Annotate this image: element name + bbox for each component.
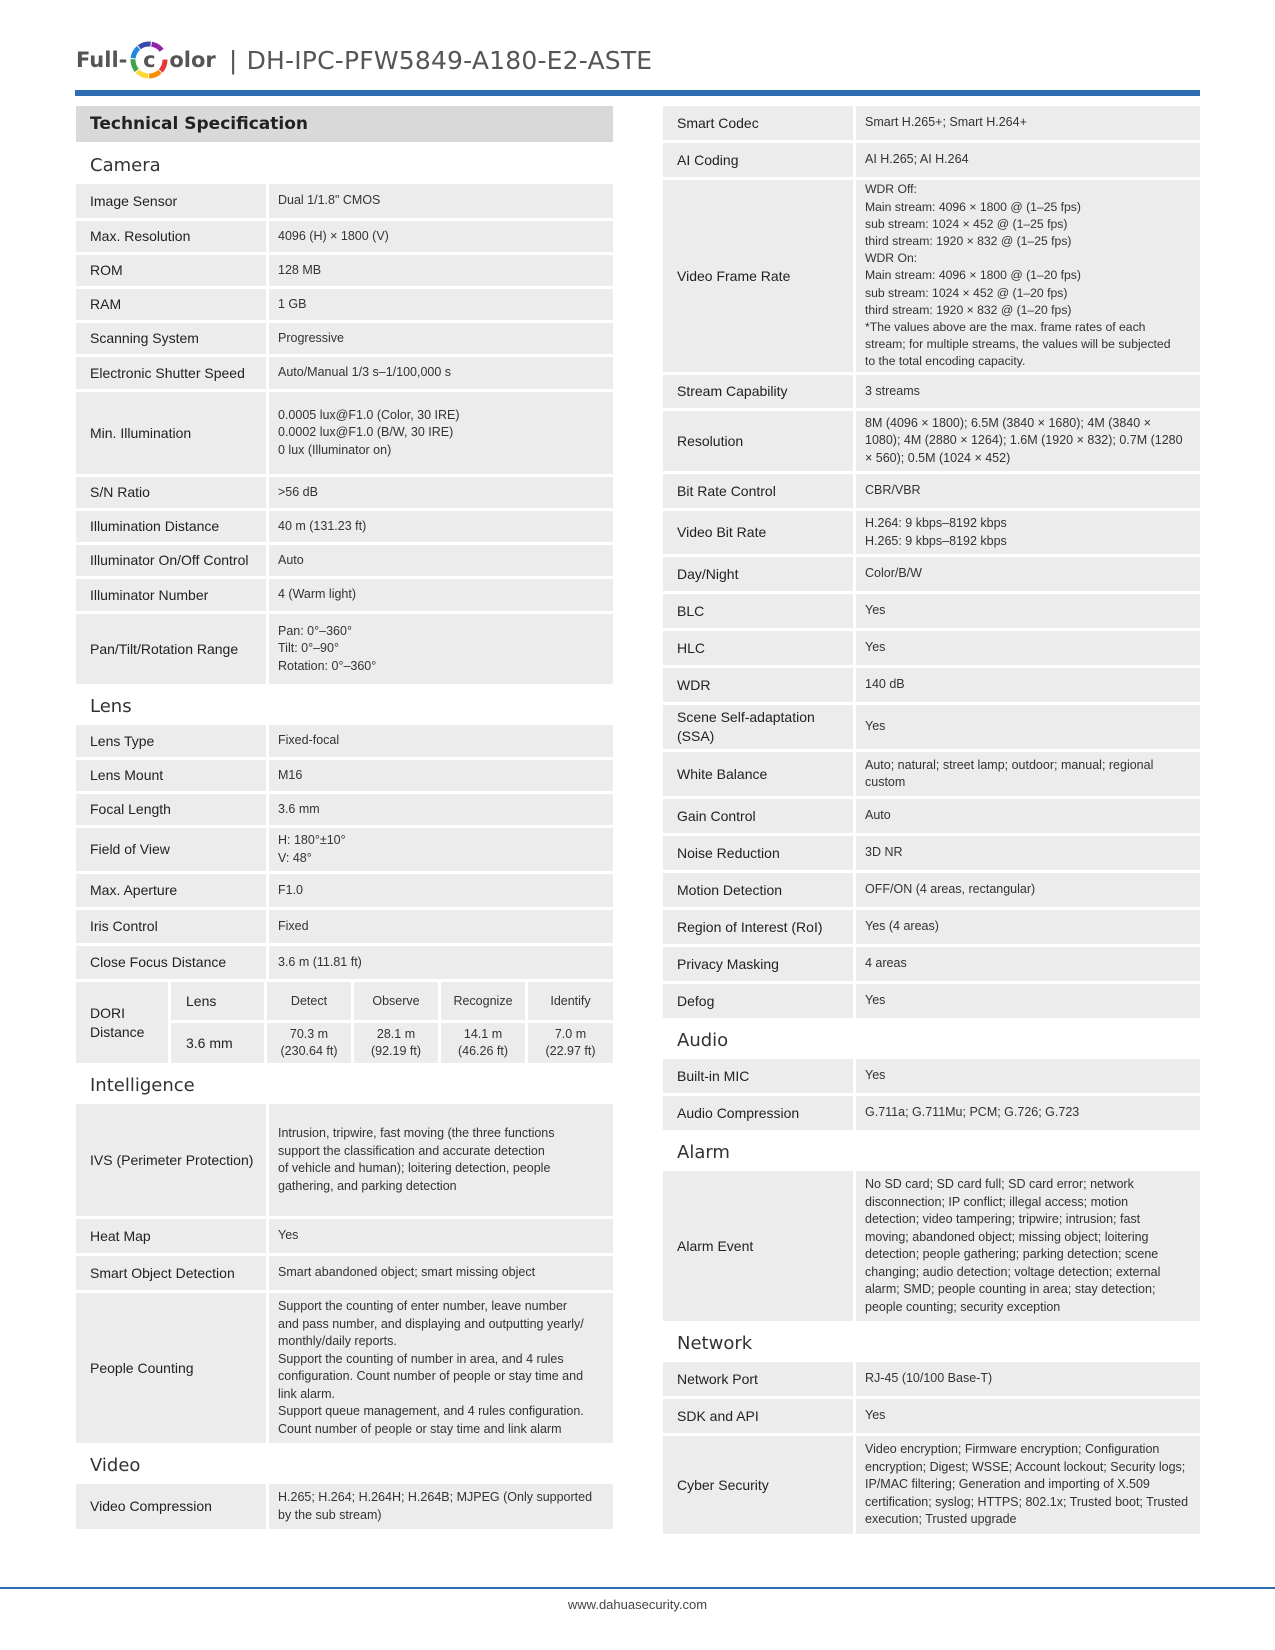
section-intelligence: Intelligence [90,1074,195,1096]
spec-key: Video Bit Rate [663,511,853,554]
spec-row [663,594,1200,628]
spec-key: Illuminator Number [76,579,266,611]
spec-key: Bit Rate Control [663,474,853,508]
spec-key: Lens Type [76,725,266,757]
spec-value: Yes [856,984,1200,1018]
lens-table [76,725,613,1063]
spec-key: Close Focus Distance [76,946,266,979]
dori-grid [171,982,613,1063]
spec-key: Focal Length [76,794,266,825]
spec-key: Video Compression [76,1484,266,1529]
footer-website-link[interactable]: www.dahuasecurity.com [567,1597,708,1612]
spec-value: H.264: 9 kbps–8192 kbps H.265: 9 kbps–8192 kbps [856,511,1200,554]
color-wheel-icon [129,40,169,80]
spec-row [663,143,1200,177]
spec-row [76,760,613,791]
network-table [663,1362,1200,1534]
spec-row [663,1436,1200,1534]
spec-value: Fixed [269,910,613,943]
dori-header-identify: Identify [528,982,613,1020]
section-audio: Audio [677,1029,729,1051]
spec-value: 140 dB [856,668,1200,702]
spec-row [76,477,613,508]
dori-identify-value: 7.0 m (22.97 ft) [528,1023,613,1063]
spec-value: Yes (4 areas) [856,910,1200,944]
spec-row [76,221,613,252]
video-table-left [76,1484,613,1529]
spec-value: Yes [856,1399,1200,1433]
spec-value: 1 GB [269,289,613,320]
spec-row [663,1059,1200,1093]
spec-key: Smart Codec [663,106,853,140]
spec-row [663,106,1200,140]
spec-key: HLC [663,631,853,665]
spec-row [76,794,613,825]
section-alarm: Alarm [677,1141,730,1163]
logo-text-right: olor [169,48,216,72]
spec-row [76,511,613,542]
spec-row [76,1293,613,1443]
spec-value: CBR/VBR [856,474,1200,508]
header-separator: | [229,44,237,75]
spec-key: RAM [76,289,266,320]
spec-row [663,984,1200,1018]
spec-key: Lens Mount [76,760,266,791]
spec-key: Day/Night [663,557,853,591]
spec-row [663,180,1200,372]
spec-row [663,375,1200,408]
intelligence-table [76,1104,613,1443]
dori-detect-value: 70.3 m (230.64 ft) [267,1023,351,1063]
dori-header-recognize: Recognize [441,982,525,1020]
spec-row [663,1096,1200,1130]
spec-row [76,545,613,576]
spec-key: Cyber Security [663,1436,853,1534]
spec-value: Yes [856,705,1200,749]
spec-row [663,1171,1200,1321]
spec-key: Scanning System [76,323,266,354]
spec-value: Intrusion, tripwire, fast moving (the three functions support the classification and accurate detection of vehicle and human); loitering detection, people gathering, and parking detection [269,1104,613,1216]
spec-row [76,392,613,474]
spec-value: No SD card; SD card full; SD card error; network disconnection; IP conflict; illegal access; motion detection; video tampering; tripwire; intrusion; fast moving; abandoned object; missing object; loitering detection; people gathering; parking detection; scene changing; audio detection; voltage detection; external alarm; SMD; people counting in area; stay detection; people counting; security exception [856,1171,1200,1321]
spec-row [76,1256,613,1290]
spec-key: Resolution [663,411,853,471]
spec-value: Auto; natural; street lamp; outdoor; manual; regional custom [856,752,1200,796]
spec-value: G.711a; G.711Mu; PCM; G.726; G.723 [856,1096,1200,1130]
spec-value: Auto/Manual 1/3 s–1/100,000 s [269,357,613,389]
spec-key: WDR [663,668,853,702]
spec-row [663,947,1200,981]
spec-key: Heat Map [76,1219,266,1253]
spec-row [663,799,1200,833]
right-column [663,106,1200,1537]
dori-header-detect: Detect [267,982,351,1020]
dori-header-lens: Lens [171,982,264,1020]
spec-key: Image Sensor [76,184,266,218]
spec-key: People Counting [76,1293,266,1443]
section-network: Network [677,1332,753,1354]
spec-row [76,1104,613,1216]
spec-value: 3D NR [856,836,1200,870]
spec-value: RJ-45 (10/100 Base-T) [856,1362,1200,1396]
spec-value: 128 MB [269,255,613,286]
spec-value: >56 dB [269,477,613,508]
spec-value: Yes [856,594,1200,628]
document-header [76,36,652,84]
spec-value: 8M (4096 × 1800); 6.5M (3840 × 1680); 4M (3840 × 1080); 4M (2880 × 1264); 1.6M (1920 × 832); 0.7M (1280 × 560); 0.5M (1024 × 452) [856,411,1200,471]
spec-row [663,668,1200,702]
spec-key: White Balance [663,752,853,796]
spec-key: AI Coding [663,143,853,177]
spec-key: Noise Reduction [663,836,853,870]
spec-row [76,614,613,684]
spec-row [663,474,1200,508]
spec-row [76,289,613,320]
spec-key: Illumination Distance [76,511,266,542]
spec-key: ROM [76,255,266,286]
spec-key: BLC [663,594,853,628]
spec-key: IVS (Perimeter Protection) [76,1104,266,1216]
spec-value: 3 streams [856,375,1200,408]
spec-value: Yes [856,631,1200,665]
spec-key: Alarm Event [663,1171,853,1321]
spec-value: AI H.265; AI H.264 [856,143,1200,177]
spec-value: Progressive [269,323,613,354]
spec-key: Pan/Tilt/Rotation Range [76,614,266,684]
spec-row [663,1399,1200,1433]
spec-value: Smart abandoned object; smart missing object [269,1256,613,1290]
spec-title: Technical Specification [76,106,613,142]
video-table-right [663,106,1200,1018]
section-video: Video [90,1454,141,1476]
spec-row [76,255,613,286]
spec-row [76,1219,613,1253]
spec-value: 3.6 mm [269,794,613,825]
spec-value: 40 m (131.23 ft) [269,511,613,542]
spec-row [76,910,613,943]
spec-value: Dual 1/1.8" CMOS [269,184,613,218]
spec-row [76,874,613,907]
spec-value: Auto [856,799,1200,833]
spec-key: S/N Ratio [76,477,266,508]
dori-observe-value: 28.1 m (92.19 ft) [354,1023,438,1063]
spec-value: H.265; H.264; H.264H; H.264B; MJPEG (Only supported by the sub stream) [269,1484,613,1529]
footer-rule [0,1587,1275,1589]
spec-key: Smart Object Detection [76,1256,266,1290]
spec-value: Pan: 0°–360° Tilt: 0°–90° Rotation: 0°–360° [269,614,613,684]
spec-key: Max. Aperture [76,874,266,907]
spec-row [663,557,1200,591]
spec-value: Support the counting of enter number, leave number and pass number, and displaying and outputting yearly/ monthly/daily reports. Support the counting of number in area, and 4 rules configuration. Count number of people or stay time and link alarm. Support queue management, and 4 rules configuration. Count number of people or stay time and link alarm [269,1293,613,1443]
spec-key: Audio Compression [663,1096,853,1130]
spec-key: Video Frame Rate [663,180,853,372]
logo-text-left: Full- [76,48,128,72]
spec-value: Video encryption; Firmware encryption; Configuration encryption; Digest; WSSE; Account lockout; Security logs; IP/MAC filtering; Generation and importing of X.509 certification; syslog; HTTPS; 802.1x; Trusted boot; Trusted execution; Trusted upgrade [856,1436,1200,1534]
spec-key: Electronic Shutter Speed [76,357,266,389]
spec-value: 0.0005 lux@F1.0 (Color, 30 IRE) 0.0002 lux@F1.0 (B/W, 30 IRE) 0 lux (Illuminator on) [269,392,613,474]
spec-value: 4 (Warm light) [269,579,613,611]
spec-row [76,828,613,871]
alarm-table [663,1171,1200,1321]
spec-row [663,910,1200,944]
header-rule [75,90,1200,96]
spec-key: Defog [663,984,853,1018]
spec-key: Gain Control [663,799,853,833]
spec-key: Motion Detection [663,873,853,907]
spec-key: Built-in MIC [663,1059,853,1093]
spec-row [663,1362,1200,1396]
spec-row [76,184,613,218]
spec-row [76,579,613,611]
spec-key: Privacy Masking [663,947,853,981]
spec-value: H: 180°±10° V: 48° [269,828,613,871]
spec-value: 3.6 m (11.81 ft) [269,946,613,979]
spec-row [663,836,1200,870]
spec-value: Color/B/W [856,557,1200,591]
audio-table [663,1059,1200,1130]
full-color-logo [76,40,216,80]
dori-lens-value: 3.6 mm [171,1023,264,1063]
spec-row [76,1484,613,1529]
dori-header-observe: Observe [354,982,438,1020]
spec-key: Stream Capability [663,375,853,408]
spec-value: F1.0 [269,874,613,907]
spec-value: Auto [269,545,613,576]
section-camera: Camera [90,154,161,176]
model-number: DH-IPC-PFW5849-A180-E2-ASTE [246,45,653,75]
spec-row [76,357,613,389]
spec-value: Yes [856,1059,1200,1093]
dori-recognize-value: 14.1 m (46.26 ft) [441,1023,525,1063]
spec-key: Network Port [663,1362,853,1396]
camera-table [76,184,613,684]
spec-row [663,705,1200,749]
spec-key: Scene Self-adaptation (SSA) [663,705,853,749]
spec-row [663,752,1200,796]
spec-row [663,873,1200,907]
spec-row [76,725,613,757]
spec-row [663,631,1200,665]
spec-key: Min. Illumination [76,392,266,474]
spec-value: OFF/ON (4 areas, rectangular) [856,873,1200,907]
spec-row [76,323,613,354]
spec-key: Max. Resolution [76,221,266,252]
spec-value: 4 areas [856,947,1200,981]
spec-row [663,511,1200,554]
logo-text-c: c [143,48,156,72]
dori-distance-table [76,982,613,1063]
spec-value: 4096 (H) × 1800 (V) [269,221,613,252]
spec-row [76,946,613,979]
spec-value: M16 [269,760,613,791]
spec-value: Yes [269,1219,613,1253]
spec-key: Field of View [76,828,266,871]
spec-value: Fixed-focal [269,725,613,757]
spec-value: Smart H.265+; Smart H.264+ [856,106,1200,140]
left-column [76,106,613,1532]
dori-label: DORI Distance [76,982,168,1063]
spec-key: Illuminator On/Off Control [76,545,266,576]
spec-row [663,411,1200,471]
spec-key: Iris Control [76,910,266,943]
section-lens: Lens [90,695,132,717]
spec-key: Region of Interest (RoI) [663,910,853,944]
spec-value: WDR Off: Main stream: 4096 × 1800 @ (1–25 fps) sub stream: 1024 × 452 @ (1–25 fps) third stream: 1920 × 832 @ (1–25 fps) WDR On: Main stream: 4096 × 1800 @ (1–20 fps) sub stream: 1024 × 452 @ (1–20 fps) third stream: 1920 × 832 @ (1–20 fps) *The values above are the max. frame rates of each stream; for multiple streams, the values will be subjected to the total encoding capacity. [856,180,1200,372]
spec-key: SDK and API [663,1399,853,1433]
